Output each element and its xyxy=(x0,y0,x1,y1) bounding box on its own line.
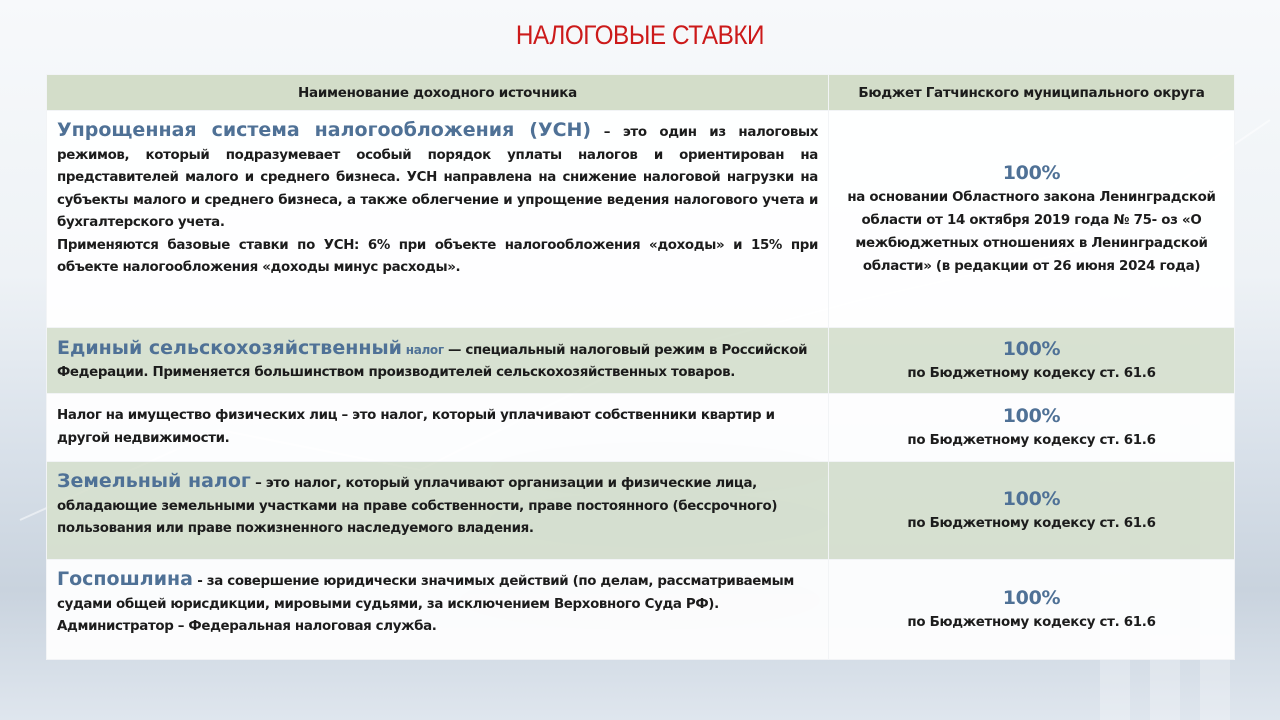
table-row-usn xyxy=(47,111,1235,328)
state-duty-rate-cell xyxy=(829,560,1235,660)
state-duty-basis: по Бюджетному кодексу ст. 61.6 xyxy=(907,615,1156,630)
esn-rate: 100% xyxy=(1002,338,1061,360)
usn-term: Упрощенная система налогообложения (УСН) xyxy=(57,119,592,141)
esn-description xyxy=(47,328,829,394)
state-duty-rate: 100% xyxy=(1002,587,1061,609)
property-tax-text: Налог на имущество физических лиц – это налог, который уплачивают собственники квартир и другой недвижимости. xyxy=(57,408,775,446)
page-title: НАЛОГОВЫЕ СТАВКИ xyxy=(515,20,765,50)
land-tax-description xyxy=(47,462,829,560)
property-tax-rate-cell xyxy=(829,394,1235,462)
usn-text: – это один из налоговых режимов, который подразумевает особый порядок уплаты налогов и ориентирован на представителей малого и среднего бизнеса. УСН направлена на снижение налоговой нагрузки на субъекты малого и среднего бизнеса, а также облегчение и упрощение ведения налогового учета и бухгалтерского учета. xyxy=(57,125,818,230)
header-budget: Бюджет Гатчинского муниципального округа xyxy=(829,75,1235,111)
property-tax-description xyxy=(47,394,829,462)
esn-rate-cell xyxy=(829,328,1235,394)
usn-description xyxy=(47,111,829,328)
table-row-state-duty xyxy=(47,560,1235,660)
state-duty-text: - за совершение юридически значимых действий (по делам, рассматриваемым судами общей юрисдикции, мировыми судьями, за исключением Верховного Суда РФ). xyxy=(57,574,794,612)
esn-basis: по Бюджетному кодексу ст. 61.6 xyxy=(907,366,1156,381)
table-row-property-tax xyxy=(47,394,1235,462)
header-income-source: Наименование доходного источника xyxy=(47,75,829,111)
table-row-esn xyxy=(47,328,1235,394)
table-row-land-tax xyxy=(47,462,1235,560)
property-tax-basis: по Бюджетному кодексу ст. 61.6 xyxy=(907,433,1156,448)
table-header-row xyxy=(47,75,1235,111)
esn-term: Единый сельскохозяйственный xyxy=(57,336,402,359)
tax-rates-table xyxy=(46,74,1235,660)
land-tax-rate-cell xyxy=(829,462,1235,560)
usn-rate: 100% xyxy=(1002,162,1061,184)
land-tax-text: – это налог, который уплачивают организации и физические лица, обладающие земельными участками на праве собственности, праве постоянного (бессрочного) пользования или праве пожизненного наследуемого владения. xyxy=(57,476,778,536)
usn-basis: на основании Областного закона Ленинградской области от 14 октября 2019 года № 75- оз «О межбюджетных отношениях в Ленинградской области» (в редакции от 26 июня 2024 года) xyxy=(847,190,1216,274)
esn-text: — специальный налоговый режим в Российской Федерации. Применяется большинством производителей сельскохозяйственных товаров. xyxy=(57,342,808,380)
usn-rates-text: Применяются базовые ставки по УСН: 6% при объекте налогообложения «доходы» и 15% при объекте налогообложения «доходы минус расходы». xyxy=(57,237,818,275)
state-duty-admin-text: Администратор – Федеральная налоговая служба. xyxy=(57,619,437,634)
usn-rate-cell xyxy=(829,111,1235,328)
state-duty-term: Госпошлина xyxy=(57,568,193,590)
land-tax-basis: по Бюджетному кодексу ст. 61.6 xyxy=(907,516,1156,531)
state-duty-description xyxy=(47,560,829,660)
land-tax-rate: 100% xyxy=(1002,488,1061,510)
land-tax-term: Земельный налог xyxy=(57,470,251,492)
property-tax-rate: 100% xyxy=(1002,405,1061,427)
esn-term-small: налог xyxy=(401,342,444,357)
